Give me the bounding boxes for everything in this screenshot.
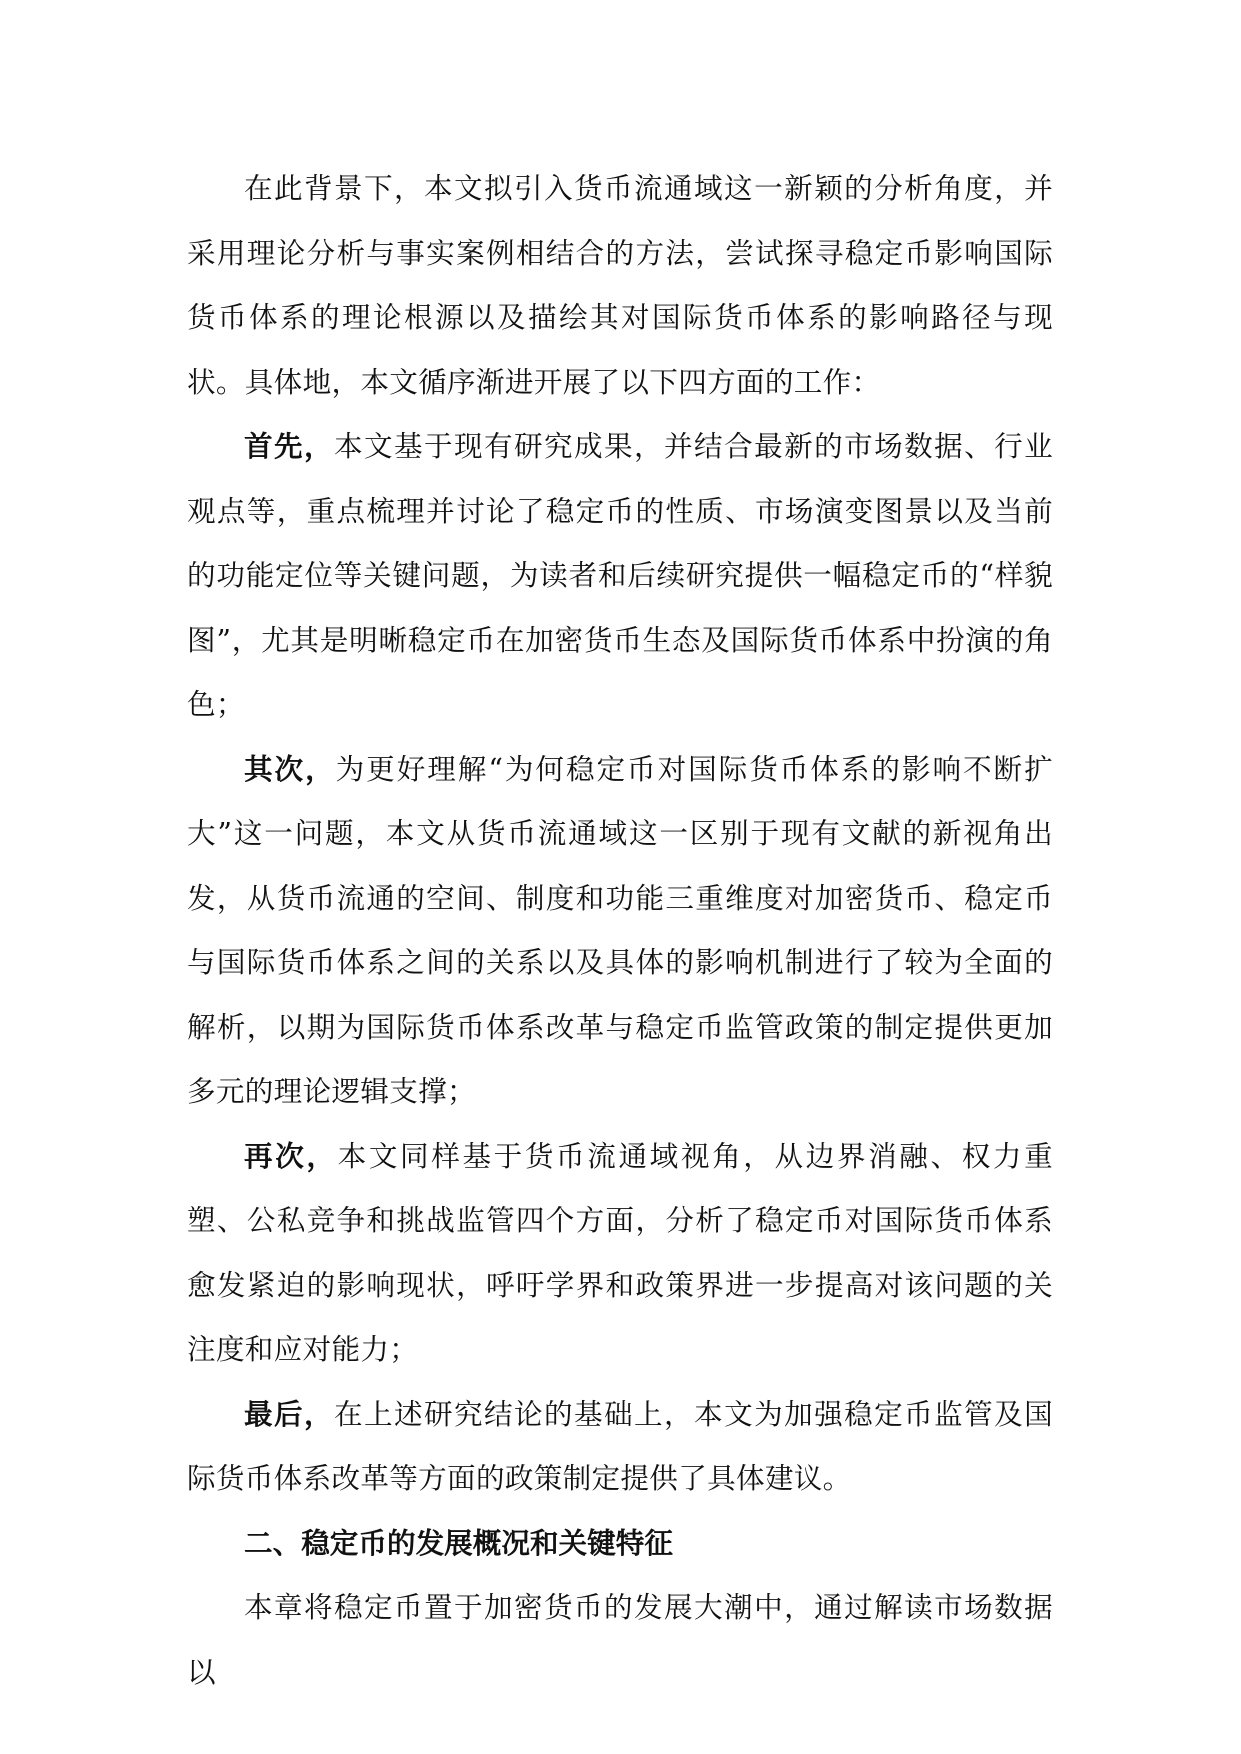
paragraph-last xyxy=(187,1382,1053,1511)
paragraph-first xyxy=(187,414,1053,737)
section-heading: 二、稳定币的发展概况和关键特征 xyxy=(244,1525,673,1560)
paragraph-lead: 再次， xyxy=(244,1138,338,1173)
paragraph-body: 在上述研究结论的基础上，本文为加强稳定币监管及国际货币体系改革等方面的政策制定提供了具体建议。 xyxy=(187,1396,1053,1495)
paragraph-body: 本文同样基于货币流通域视角，从边界消融、权力重塑、公私竞争和挑战监管四个方面，分析了稳定币对国际货币体系愈发紧迫的影响现状，呼吁学界和政策界进一步提高对该问题的关注度和应对能力； xyxy=(187,1138,1054,1366)
paragraph-lead: 最后， xyxy=(244,1396,335,1431)
paragraph-intro xyxy=(187,156,1053,414)
paragraph-third xyxy=(187,1124,1053,1382)
document-page xyxy=(187,156,1053,1704)
paragraph-chapter-intro: 本章将稳定币置于加密货币的发展大潮中，通过解读市场数据以 xyxy=(187,1590,1053,1689)
paragraph-body: 本文基于现有研究成果，并结合最新的市场数据、行业观点等，重点梳理并讨论了稳定币的性质、市场演变图景以及当前的功能定位等关键问题，为读者和后续研究提供一幅稳定币的“样貌图”，尤其是明晰稳定币在加密货币生态及国际货币体系中扮演的角色； xyxy=(187,429,1053,721)
paragraph-lead: 其次， xyxy=(244,751,336,786)
paragraph-body: 在此背景下，本文拟引入货币流通域这一新颖的分析角度，并采用理论分析与事实案例相结合的方法，尝试探寻稳定币影响国际货币体系的理论根源以及描绘其对国际货币体系的影响路径与现状。具体地，本文循序渐进开展了以下四方面的工作： xyxy=(187,171,1053,399)
paragraph-lead: 首先， xyxy=(244,429,335,463)
paragraph-second xyxy=(187,737,1053,1124)
paragraph-body: 为更好理解“为何稳定币对国际货币体系的影响不断扩大”这一问题，本文从货币流通域这一区别于现有文献的新视角出发，从货币流通的空间、制度和功能三重维度对加密货币、稳定币与国际货币体系之间的关系以及具体的影响机制进行了较为全面的解析，以期为国际货币体系改革与稳定币监管政策的制定提供更加多元的理论逻辑支撑； xyxy=(187,751,1053,1108)
